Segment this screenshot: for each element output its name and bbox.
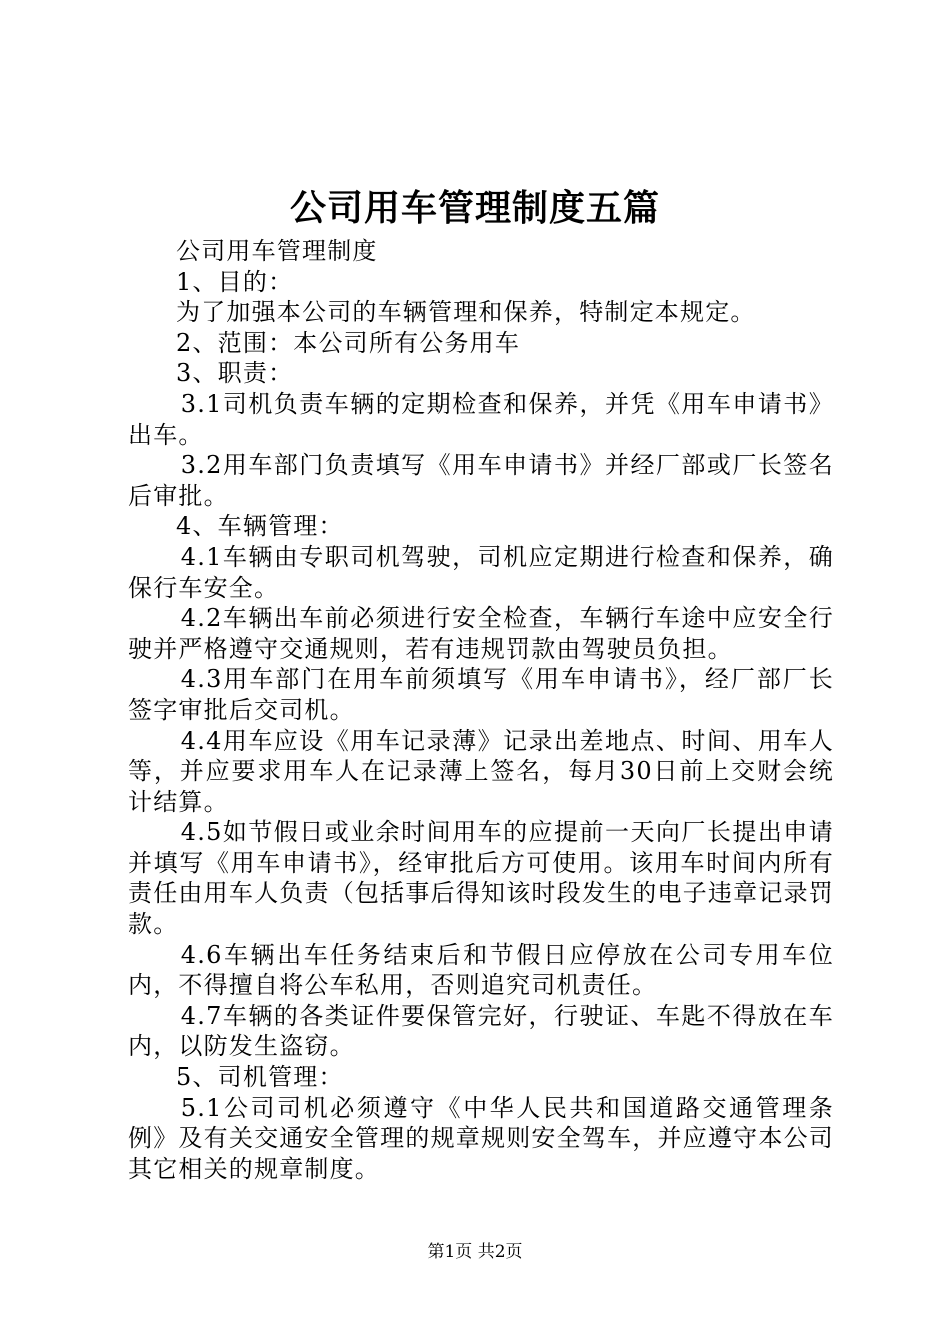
paragraph: 3.1司机负责车辆的定期检查和保养，并凭《用车申请书》出车。 xyxy=(128,389,834,449)
paragraph: 为了加强本公司的车辆管理和保养，特制定本规定。 xyxy=(176,298,756,327)
paragraph: 4.1车辆由专职司机驾驶，司机应定期进行检查和保养，确保行车安全。 xyxy=(128,542,834,602)
paragraph: 4.4用车应设《用车记录薄》记录出差地点、时间、用车人等，并应要求用车人在记录薄上签名，每月30日前上交财会统计结算。 xyxy=(128,726,834,816)
paragraph: 5.1公司司机必须遵守《中华人民共和国道路交通管理条例》及有关交通安全管理的规章规则安全驾车，并应遵守本公司其它相关的规章制度。 xyxy=(128,1093,834,1183)
paragraph: 4.5如节假日或业余时间用车的应提前一天向厂长提出申请并填写《用车申请书》，经审批后方可使用。该用车时间内所有责任由用车人负责（包括事后得知该时段发生的电子违章记录罚款。 xyxy=(128,818,834,939)
paragraph: 4.2车辆出车前必须进行安全检查，车辆行车途中应安全行驶并严格遵守交通规则，若有违规罚款由驾驶员负担。 xyxy=(128,604,834,663)
paragraph: 5、司机管理： xyxy=(176,1063,344,1092)
paragraph: 公司用车管理制度 xyxy=(176,237,378,265)
paragraph: 3.2用车部门负责填写《用车申请书》并经厂部或厂长签名后审批。 xyxy=(128,451,834,510)
paragraph: 1、目的： xyxy=(176,267,294,296)
document-body xyxy=(128,236,834,1184)
paragraph: 4.7车辆的各类证件要保管完好，行驶证、车匙不得放在车内，以防发生盗窃。 xyxy=(128,1001,834,1061)
paragraph: 4、车辆管理： xyxy=(176,512,344,541)
paragraph: 4.3用车部门在用车前须填写《用车申请书》，经厂部厂长签字审批后交司机。 xyxy=(128,665,834,724)
paragraph: 2、范围：本公司所有公务用车 xyxy=(176,328,521,357)
paragraph: 3、职责： xyxy=(176,359,294,388)
paragraph: 4.6车辆出车任务结束后和节假日应停放在公司专用车位内，不得擅自将公车私用，否则追究司机责任。 xyxy=(128,940,834,1000)
document-title: 公司用车管理制度五篇 xyxy=(289,187,660,229)
page-footer: 第1页 共2页 xyxy=(427,1242,523,1262)
